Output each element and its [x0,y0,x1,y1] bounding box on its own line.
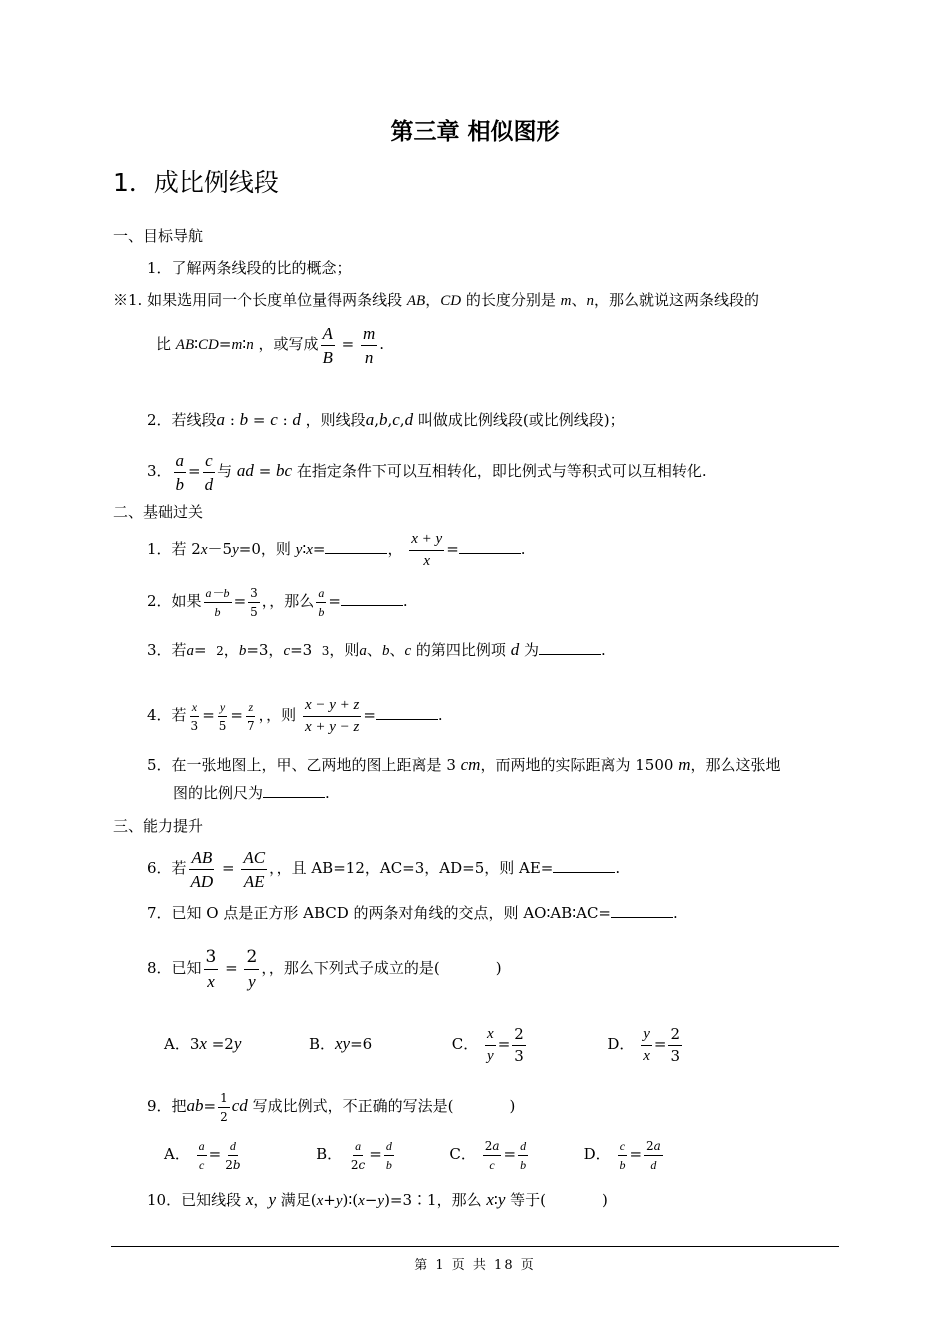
goal-item-2: 2．若线段a : b = c : d ，则线段a,b,c,d 叫做成比例线段(或比例线段)； [147,410,625,429]
heading-goals: 一、目标导航 [113,227,204,245]
option-a[interactable]: A． $\frac{a}{c}$ = $\frac{d}{2b}$ [164,1138,241,1172]
option-d[interactable]: D． $\frac{y}{x}$ = $\frac{2}{3}$ [607,1024,680,1065]
question-9-options [164,1134,665,1174]
goal-star-line-1: ※1. 如果选用同一个长度单位量得两条线段 AB，CD 的长度分别是 m、n，那么就说这两条线段的 [113,291,760,309]
question-1: 1．若 2x－5y=0，则 y∶x= ， $\frac{x + y}{x}$ = . [147,530,526,569]
question-10: 10．已知线段 x，y 满足(x+y)∶(x−y)=3∶1，那么 x∶y 等于( ) [147,1190,608,1209]
question-5-line-1: 5．在一张地图上，甲、乙两地的图上距离是 3 cm，而两地的实际距离为 1500 m，那么这张地 [147,755,781,774]
question-3: 3．若a= 2，b=3，c=3 3，则a、b、c 的第四比例项 d 为 . [147,640,606,659]
goal-item-3: 3． $\frac{a}{b}$ = $\frac{c}{d}$ 与 ad = bc 在指定条件下可以互相转化，即比例式与等积式可以互相转化. [147,450,707,494]
chapter-title: 第三章 相似图形 [390,119,560,145]
answer-blank[interactable] [611,903,673,918]
answer-blank[interactable] [376,705,438,720]
heading-advanced: 三、能力提升 [113,817,204,835]
question-2: 2．如果 $\frac{a-b}{b}$ = $\frac{3}{5}$ ，，那么 $\frac{a}{b}$ = . [147,585,408,619]
answer-blank[interactable] [341,591,403,606]
goal-star-line-2: 比 AB∶CD=m∶n ，或写成 $\frac{A}{B}$ = $\frac{m}{n}$ . [156,323,385,367]
answer-blank[interactable] [263,783,325,798]
answer-blank[interactable] [459,539,521,554]
section-title: 1．成比例线段 [113,168,279,197]
question-4: 4．若 $\frac{x}{3}$ = $\frac{y}{5}$ = $\frac{z}{7}$ ，，则 $\frac{x - y + z}{x + y - z}$ = . [147,696,443,735]
option-d[interactable]: D． $\frac{c}{b}$ = $\frac{2a}{d}$ [583,1138,661,1172]
question-9: 9．把ab= $\frac{1}{2}$ cd 写成比例式，不正确的写法是( ) [147,1090,516,1124]
question-8-options [164,1020,684,1068]
goal-item-1: 1．了解两条线段的比的概念； [147,259,352,277]
answer-blank[interactable] [325,539,387,554]
question-8: 8．已知 $\frac{3}{x}$ = $\frac{2}{y}$ ，，那么下列式子成立的是( ) [147,946,502,991]
heading-basics: 二、基础过关 [113,503,204,521]
option-a[interactable]: A．3x =2y [164,1034,242,1053]
answer-blank[interactable] [539,640,601,655]
option-b[interactable]: B．xy=6 [308,1034,373,1053]
option-b[interactable]: B． $\frac{a}{2c}$ = $\frac{d}{b}$ [316,1138,392,1172]
footer-divider [111,1246,839,1247]
page-footer: 第 1 页 共 18 页 [414,1258,536,1273]
option-c[interactable]: C． $\frac{2a}{c}$ = $\frac{d}{b}$ [449,1138,527,1172]
answer-blank[interactable] [553,858,615,873]
question-6: 6．若 $\frac{AB}{AD}$ = $\frac{AC}{AE}$ ，，且 AB=12，AC=3，AD=5，则 AE= . [147,847,621,891]
question-7: 7．已知 O 点是正方形 ABCD 的两条对角线的交点，则 AO∶AB∶AC= . [147,904,678,922]
question-5-line-2: 图的比例尺为 . [173,784,330,802]
option-c[interactable]: C． $\frac{x}{y}$ = $\frac{2}{3}$ [451,1024,524,1065]
